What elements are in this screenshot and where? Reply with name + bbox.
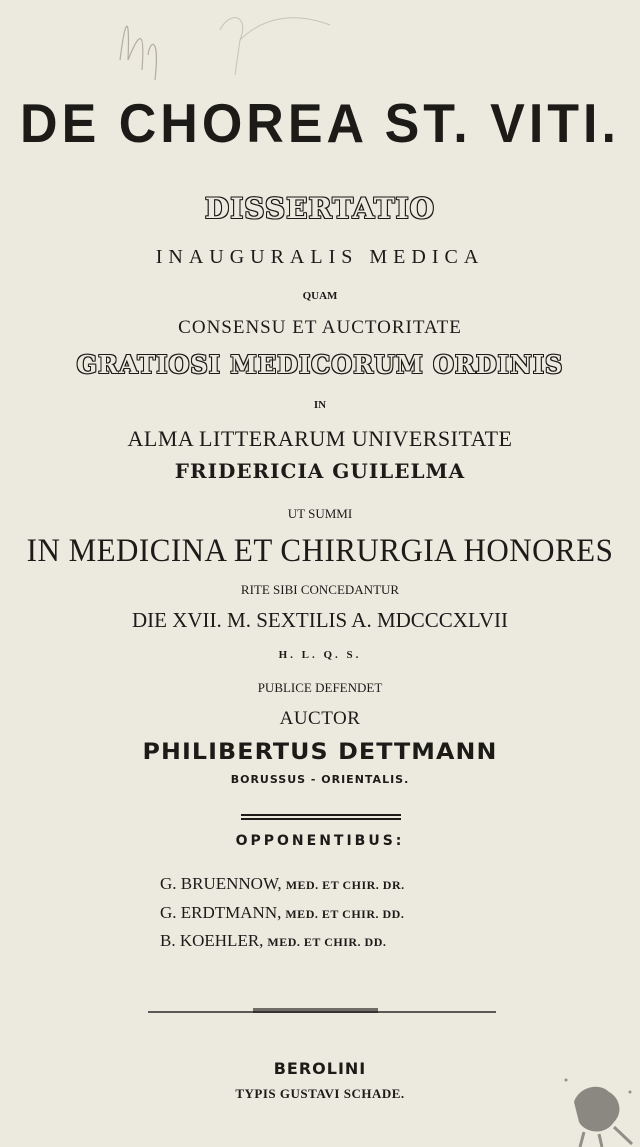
opponent-item [160, 874, 405, 894]
ut-summi-line: UT SUMMI [287, 506, 353, 521]
opponent-name: G. ERDTMANN, [160, 903, 282, 922]
author-name: PHILIBERTUS DETTMANN [142, 740, 498, 765]
alma-line: ALMA LITTERARUM UNIVERSITATE [127, 426, 513, 451]
inauguralis-line: INAUGURALIS MEDICA [155, 246, 485, 268]
in-line: IN [313, 399, 327, 411]
dissertatio-heading: DISSERTATIO [204, 192, 436, 225]
university-name: FRIDERICIA GUILELMA [174, 459, 466, 483]
library-stamp-mark [554, 1062, 640, 1147]
opponent-title: MED. ET CHIR. DR. [285, 878, 405, 892]
double-rule-divider [241, 814, 401, 821]
consensu-line: CONSENSU ET AUCTORITATE [178, 317, 462, 338]
quam-line: QUAM [302, 290, 338, 302]
honores-line: IN MEDICINA ET CHIRURGIA HONORES [26, 533, 614, 569]
opponent-title: MED. ET CHIR. DD. [285, 907, 405, 921]
place-of-publication: BEROLINI [273, 1059, 367, 1078]
opponent-item [160, 931, 386, 951]
bottom-rule-thick [253, 1008, 378, 1013]
opponent-title: MED. ET CHIR. DD. [267, 935, 387, 949]
opponent-name: B. KOEHLER, [160, 931, 264, 950]
auctor-line: AUCTOR [279, 708, 361, 729]
printer-line: TYPIS GUSTAVI SCHADE. [235, 1086, 405, 1101]
opponent-item [160, 903, 404, 923]
handwritten-signature [100, 0, 360, 100]
publice-line: PUBLICE DEFENDET [257, 680, 383, 695]
document-title: DE CHOREA ST. VITI. [20, 93, 620, 155]
gratiosi-line: GRATIOSI MEDICORUM ORDINIS [76, 350, 564, 379]
opponentibus-heading: OPPONENTIBUS: [235, 833, 405, 849]
opponent-name: G. BRUENNOW, [160, 874, 282, 893]
date-line: DIE XVII. M. SEXTILIS A. MDCCCXLVII [131, 608, 509, 632]
author-origin: BORUSSUS - ORIENTALIS. [230, 773, 410, 786]
hlqs-line: H. L. Q. S. [278, 649, 362, 661]
rite-line: RITE SIBI CONCEDANTUR [240, 582, 400, 597]
